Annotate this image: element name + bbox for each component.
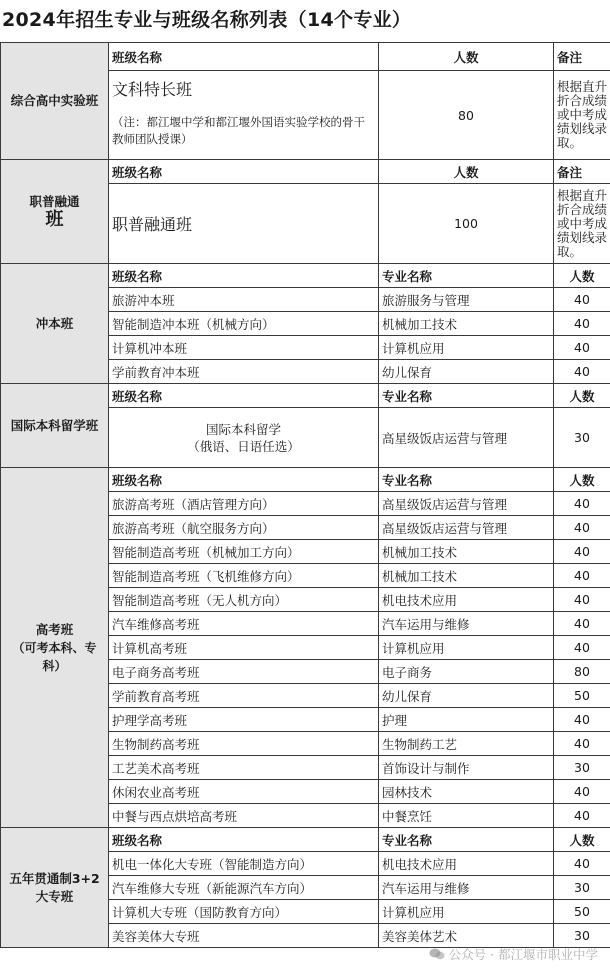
class-cell: 计算机冲本班 (109, 336, 379, 360)
count-cell: 80 (554, 660, 610, 684)
class-cell: 学前教育冲本班 (109, 360, 379, 384)
header-major-name: 专业名称 (379, 384, 554, 408)
table-header-row (1, 468, 610, 492)
class-cell: 汽车维修大专班（新能源汽车方向） (109, 876, 379, 900)
header-major-name: 专业名称 (379, 828, 554, 852)
class-cell: 计算机大专班（国防教育方向） (109, 900, 379, 924)
header-class-name: 班级名称 (109, 264, 379, 288)
class-cell (109, 184, 379, 264)
table-header-row (1, 384, 610, 408)
count-cell: 40 (554, 804, 610, 828)
count-cell: 40 (554, 636, 610, 660)
class-cell: 旅游高考班（航空服务方向） (109, 516, 379, 540)
count-cell: 40 (554, 312, 610, 336)
group-label-vocational-general: 职普融通 班 (1, 160, 109, 264)
count-cell: 40 (554, 336, 610, 360)
major-cell: 护理 (379, 708, 554, 732)
class-cell: 电子商务高考班 (109, 660, 379, 684)
count-cell: 40 (554, 852, 610, 876)
page-title: 2024年招生专业与班级名称列表（14个专业） (2, 9, 412, 31)
header-count: 人数 (554, 828, 610, 852)
major-cell: 汽车运用与维修 (379, 612, 554, 636)
class-cell: 智能制造高考班（飞机维修方向） (109, 564, 379, 588)
header-class-name: 班级名称 (109, 160, 379, 184)
wechat-icon (429, 948, 445, 960)
count-cell: 40 (554, 588, 610, 612)
major-cell: 机械加工技术 (379, 540, 554, 564)
count-cell: 100 (379, 184, 554, 264)
table-header-row (1, 264, 610, 288)
header-count: 人数 (554, 384, 610, 408)
watermark-text: 公众号 · 都江堰市职业中学 (448, 947, 598, 962)
count-cell: 40 (554, 516, 610, 540)
count-cell: 30 (554, 408, 610, 468)
group-label-comprehensive: 综合高中实验班 (1, 43, 109, 160)
count-cell: 40 (554, 492, 610, 516)
header-major-name: 专业名称 (379, 264, 554, 288)
wechat-watermark (429, 945, 598, 963)
class-cell: 智能制造高考班（机械加工方向） (109, 540, 379, 564)
class-cell: 旅游冲本班 (109, 288, 379, 312)
header-remarks: 备注 (554, 43, 610, 71)
count-cell: 80 (379, 71, 554, 160)
major-cell: 计算机应用 (379, 900, 554, 924)
major-cell: 旅游服务与管理 (379, 288, 554, 312)
header-count: 人数 (554, 264, 610, 288)
class-cell: 生物制药高考班 (109, 732, 379, 756)
class-name: 职普融通班 (112, 215, 193, 234)
group-label-five-year: 五年贯通制3+2大专班 (1, 828, 109, 948)
class-cell: 护理学高考班 (109, 708, 379, 732)
class-cell: 计算机高考班 (109, 636, 379, 660)
major-cell: 幼儿保育 (379, 360, 554, 384)
count-cell: 40 (554, 780, 610, 804)
table-header-row (1, 43, 610, 71)
class-cell: 旅游高考班（酒店管理方向） (109, 492, 379, 516)
major-cell: 电子商务 (379, 660, 554, 684)
major-cell: 计算机应用 (379, 336, 554, 360)
count-cell: 40 (554, 288, 610, 312)
class-cell: 智能制造冲本班（机械方向） (109, 312, 379, 336)
table-header-row (1, 160, 610, 184)
group-label-international: 国际本科留学班 (1, 384, 109, 468)
major-cell: 中餐烹饪 (379, 804, 554, 828)
major-cell: 计算机应用 (379, 636, 554, 660)
header-remarks: 备注 (554, 160, 610, 184)
header-count: 人数 (554, 468, 610, 492)
remark-cell: 根据直升折合成绩或中考成绩划线录取。 (554, 71, 610, 160)
header-count: 人数 (379, 160, 554, 184)
table-header-row (1, 828, 610, 852)
count-cell: 50 (554, 900, 610, 924)
count-cell: 40 (554, 540, 610, 564)
major-cell: 机械加工技术 (379, 312, 554, 336)
class-cell: 美容美体大专班 (109, 924, 379, 948)
class-cell (109, 71, 379, 160)
header-class-name: 班级名称 (109, 828, 379, 852)
class-cell: 机电一体化大专班（智能制造方向） (109, 852, 379, 876)
class-cell: 智能制造高考班（无人机方向） (109, 588, 379, 612)
major-cell: 首饰设计与制作 (379, 756, 554, 780)
major-cell: 机电技术应用 (379, 852, 554, 876)
count-cell: 40 (554, 360, 610, 384)
group-label-undergrad-push: 冲本班 (1, 264, 109, 384)
count-cell: 30 (554, 924, 610, 948)
major-cell: 幼儿保育 (379, 684, 554, 708)
major-cell: 机械加工技术 (379, 564, 554, 588)
count-cell: 30 (554, 876, 610, 900)
major-cell: 生物制药工艺 (379, 732, 554, 756)
group-label-gaokao: 高考班 （可考本科、专科） (1, 468, 109, 828)
major-cell: 高星级饭店运营与管理 (379, 492, 554, 516)
class-cell: 休闲农业高考班 (109, 780, 379, 804)
enrollment-table (0, 42, 610, 948)
class-cell: 汽车维修高考班 (109, 612, 379, 636)
major-cell: 机电技术应用 (379, 588, 554, 612)
class-cell: 中餐与西点烘培高考班 (109, 804, 379, 828)
count-cell: 30 (554, 756, 610, 780)
header-class-name: 班级名称 (109, 468, 379, 492)
major-cell: 园林技术 (379, 780, 554, 804)
header-major-name: 专业名称 (379, 468, 554, 492)
class-cell: 国际本科留学 （俄语、日语任选） (109, 408, 379, 468)
remark-cell: 根据直升折合成绩或中考成绩划线录取。 (554, 184, 610, 264)
count-cell: 40 (554, 612, 610, 636)
header-count: 人数 (379, 43, 554, 71)
header-class-name: 班级名称 (109, 43, 379, 71)
class-note: （注：都江堰中学和都江堰外国语实验学校的骨干教师团队授课） (112, 115, 365, 146)
count-cell: 40 (554, 732, 610, 756)
count-cell: 40 (554, 708, 610, 732)
major-cell: 美容美体艺术 (379, 924, 554, 948)
class-cell: 工艺美术高考班 (109, 756, 379, 780)
count-cell: 50 (554, 684, 610, 708)
major-cell: 汽车运用与维修 (379, 876, 554, 900)
major-cell: 高星级饭店运营与管理 (379, 408, 554, 468)
class-cell: 学前教育高考班 (109, 684, 379, 708)
major-cell: 高星级饭店运营与管理 (379, 516, 554, 540)
header-class-name: 班级名称 (109, 384, 379, 408)
class-name: 文科特长班 (112, 80, 193, 99)
count-cell: 40 (554, 564, 610, 588)
